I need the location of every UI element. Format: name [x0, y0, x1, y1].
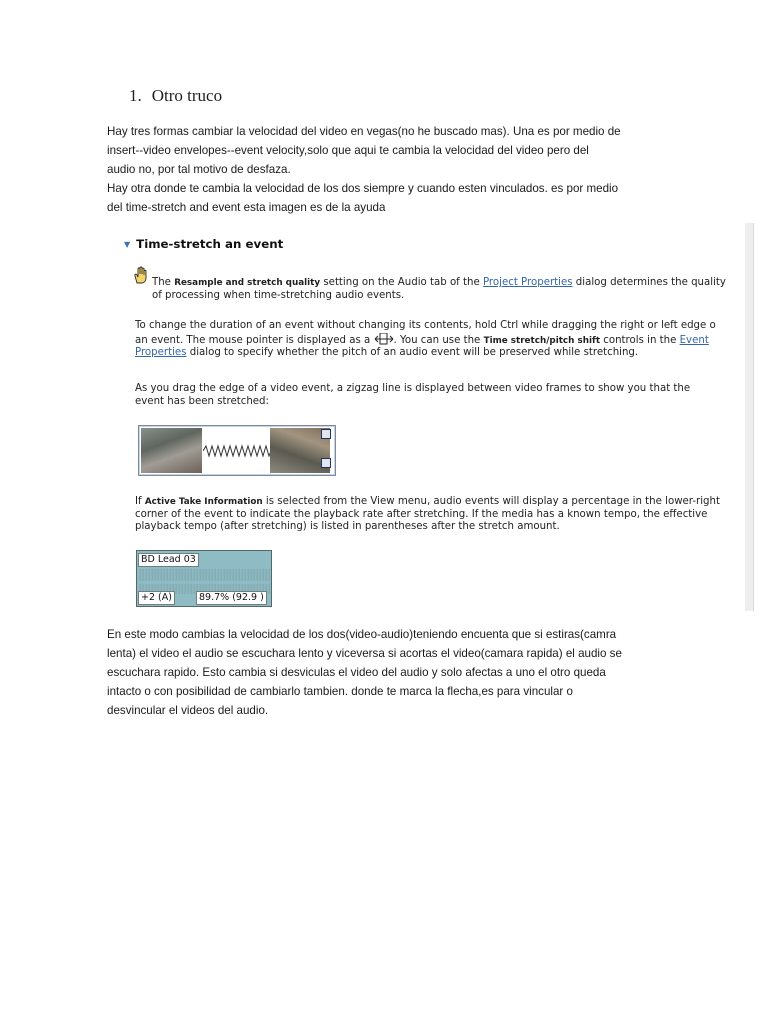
outro-line: escuchara rapido. Esto cambia si desviculas el video del audio y solo afectas a uno el otro queda [107, 666, 606, 679]
audio-rate-label: 89.7% (92.9 ) [196, 591, 267, 605]
outro-line: En este modo cambias la velocidad de los dos(video-audio)teniendo encuenta que si estiras(camra [107, 628, 617, 641]
event-properties-link[interactable]: Event [679, 334, 709, 346]
heading-text: Otro truco [151, 86, 223, 105]
zigzag-stretch-line [203, 440, 271, 462]
audio-take-label: +2 (A) [138, 591, 175, 605]
audio-event-example [136, 550, 272, 607]
event-handle-bottom[interactable] [321, 458, 331, 468]
audio-event-name: BD Lead 03 [138, 553, 199, 567]
intro-line: Hay tres formas cambiar la velocidad del video en vegas(no he buscado mas). Una es por medio de [107, 125, 621, 138]
duration-line-1: To change the duration of an event without changing its contents, hold Ctrl while dragging the right or left edge o [135, 320, 716, 331]
duration-text: dialog to specify whether the pitch of an audio event will be preserved while stretching. [186, 347, 639, 358]
outro-line: desvincular el videos del audio. [107, 704, 269, 717]
drag-paragraph [135, 383, 690, 408]
intro-paragraph [107, 122, 667, 217]
active-line-3: playback tempo (after stretching) is listed in parentheses after the stretch amount. [135, 521, 560, 532]
outro-line: lenta) el video el audio se escuchara lento y viceversa si acortas el video(camara rapida) el audio se [107, 647, 622, 660]
stretch-cursor-icon [374, 333, 394, 345]
event-properties-link-cont[interactable]: Properties [135, 347, 187, 358]
intro-line: audio no, por tal motivo de desfaza. [107, 163, 291, 176]
note-text: The [152, 277, 175, 288]
expand-triangle-icon[interactable]: ▼ [124, 240, 131, 249]
note-paragraph [152, 277, 726, 302]
outro-paragraph [107, 625, 667, 720]
heading-number: 1. [129, 86, 142, 105]
event-handle-top[interactable] [321, 429, 331, 439]
intro-line: insert--video envelopes--event velocity,solo que aqui te cambia la velocidad del video pero del [107, 144, 589, 157]
active-line-2: corner of the event to indicate the playback rate after stretching. If the media has a known tempo, the effective [135, 508, 708, 520]
note-line-2: of processing when time-stretching audio events. [152, 289, 405, 301]
video-frame-left [141, 428, 202, 473]
note-text: setting on the Audio tab of the [320, 277, 483, 288]
active-take-paragraph [135, 496, 720, 534]
duration-text: controls in the [600, 334, 680, 346]
outro-line: intacto o con posibilidad de cambiarlo tambien. donde te marca la flecha,es para vincular o [107, 685, 573, 698]
intro-line: Hay otra donde te cambia la velocidad de los dos siempre y cuando esten vinculados. es por medio [107, 182, 619, 195]
note-text: dialog determines the quality [572, 277, 726, 288]
intro-line: del time-stretch and event esta imagen es de la ayuda [107, 201, 386, 214]
duration-text: an event. The mouse pointer is displayed as a [135, 334, 374, 346]
note-hand-icon [133, 266, 149, 284]
duration-text: . You can use the [393, 334, 484, 346]
drag-line-2: event has been stretched: [135, 395, 269, 407]
active-text: If [135, 496, 145, 507]
active-text: is selected from the View menu, audio events will display a percentage in the lower-right [262, 496, 720, 507]
drag-line-1: As you drag the edge of a video event, a zigzag line is displayed between video frames to show you that the [135, 383, 691, 394]
help-screenshot [108, 223, 754, 611]
duration-paragraph [135, 320, 716, 360]
help-title-text: Time-stretch an event [136, 237, 284, 251]
active-take-bold: Active Take Information [144, 497, 263, 507]
section-heading [129, 86, 222, 106]
project-properties-link[interactable]: Project Properties [482, 277, 573, 288]
help-title[interactable] [124, 237, 283, 251]
help-scroll-edge [745, 223, 753, 611]
note-bold-setting: Resample and stretch quality [174, 278, 321, 288]
time-stretch-bold: Time stretch/pitch shift [483, 335, 601, 346]
video-event-example [138, 425, 336, 476]
audio-waveform-top [138, 569, 270, 581]
